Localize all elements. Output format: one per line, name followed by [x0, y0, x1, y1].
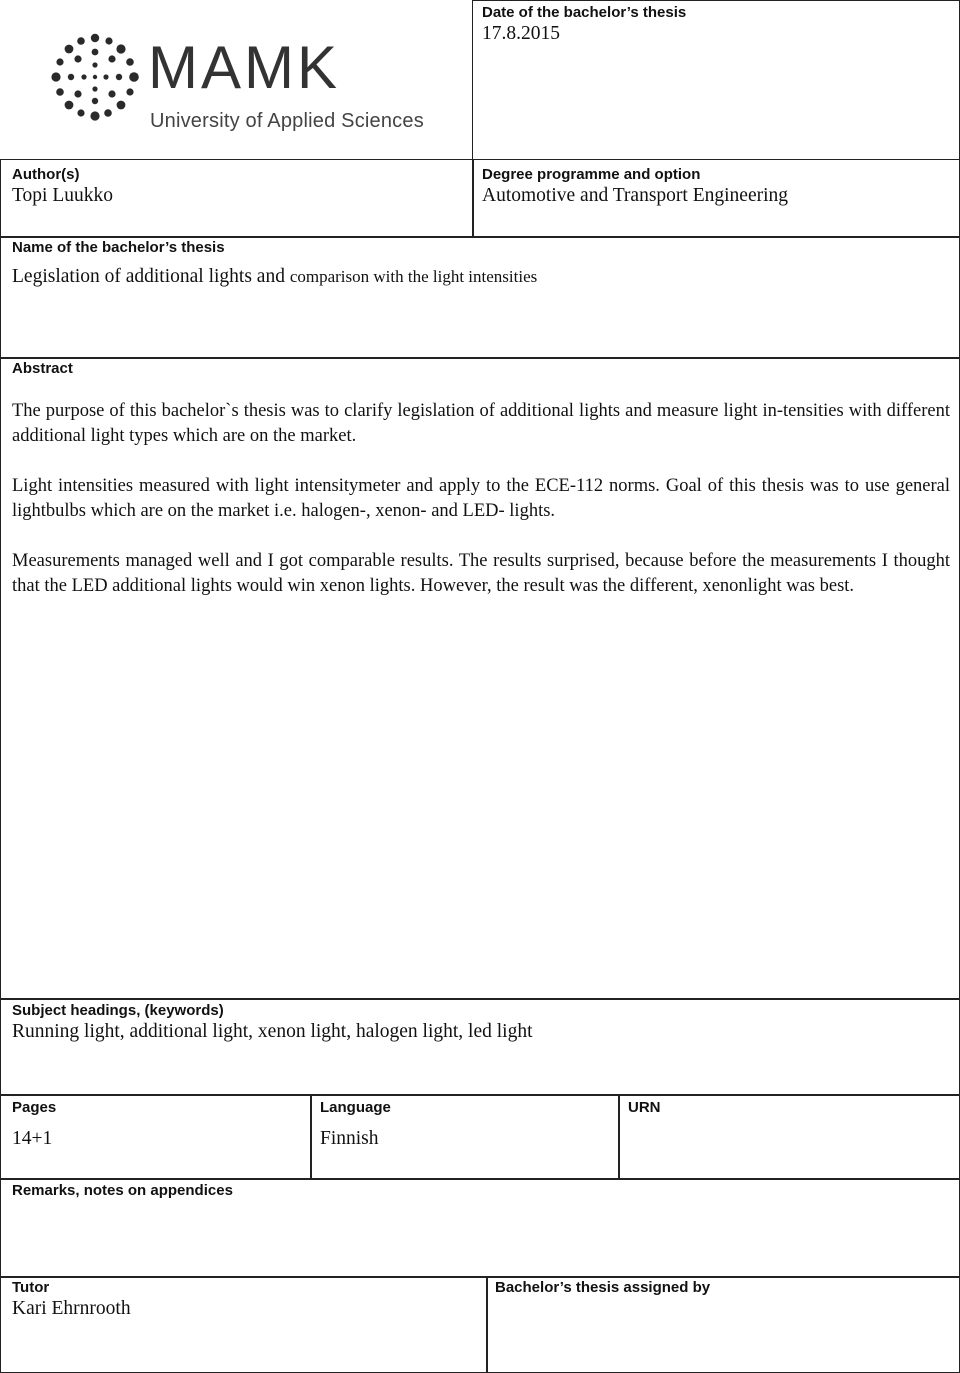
pages-cell [0, 1094, 312, 1180]
author-value: Topi Luukko [12, 185, 114, 206]
abstract-paragraph: Measurements managed well and I got comparable results. The results surprised, because before the measurements I thought that the LED additional lights would win xenon lights. However, the result was the different, xenonlight was best. [12, 551, 950, 596]
remarks-label: Remarks, notes on appendices [12, 1182, 233, 1199]
tutor-label: Tutor [12, 1279, 50, 1296]
mamk-dot-emblem-icon [50, 32, 140, 122]
logo-wordmark: MAMK [148, 34, 340, 101]
logo-subtitle: University of Applied Sciences [150, 110, 424, 132]
thesis-name-label: Name of the bachelor’s thesis [12, 239, 225, 256]
tutor-value: Kari Ehrnrooth [12, 1298, 131, 1319]
pages-label: Pages [12, 1099, 57, 1116]
abstract-cell [0, 357, 960, 1000]
urn-cell [618, 1094, 960, 1180]
keywords-cell [0, 998, 960, 1096]
degree-cell [472, 159, 960, 238]
abstract-label: Abstract [12, 360, 73, 377]
abstract-paragraph: The purpose of this bachelor`s thesis was to clarify legislation of additional lights and measure light in-tensities with different additional light types which are on the market. [12, 401, 950, 446]
keywords-value: Running light, additional light, xenon light, halogen light, led light [12, 1021, 533, 1042]
degree-value: Automotive and Transport Engineering [482, 185, 789, 206]
assigned-by-label: Bachelor’s thesis assigned by [495, 1279, 711, 1296]
mamk-logo [50, 32, 424, 142]
remarks-cell [0, 1178, 960, 1278]
assigned-by-cell [486, 1276, 960, 1373]
date-value: 17.8.2015 [482, 23, 560, 44]
language-value: Finnish [320, 1128, 379, 1149]
pages-value: 14+1 [12, 1128, 53, 1149]
urn-label: URN [628, 1099, 661, 1116]
keywords-label: Subject headings, (keywords) [12, 1002, 224, 1019]
thesis-name-part2: comparison with the light intensities [289, 267, 538, 286]
author-cell [0, 159, 474, 238]
author-label: Author(s) [12, 166, 80, 183]
abstract-body [12, 399, 950, 624]
thesis-name-value [12, 266, 537, 288]
thesis-name-cell [0, 236, 960, 359]
date-cell [472, 0, 960, 160]
language-cell [310, 1094, 620, 1180]
tutor-cell [0, 1276, 488, 1373]
abstract-paragraph: Light intensities measured with light intensitymeter and apply to the ECE-112 norms. Goal of this thesis was to use general lightbulbs which are on the market i.e. halogen-, xenon- and LED- lights. [12, 476, 950, 521]
language-label: Language [320, 1099, 391, 1116]
thesis-name-part1: Legislation of additional lights and [12, 266, 290, 287]
degree-label: Degree programme and option [482, 166, 701, 183]
date-label: Date of the bachelor’s thesis [482, 4, 687, 21]
